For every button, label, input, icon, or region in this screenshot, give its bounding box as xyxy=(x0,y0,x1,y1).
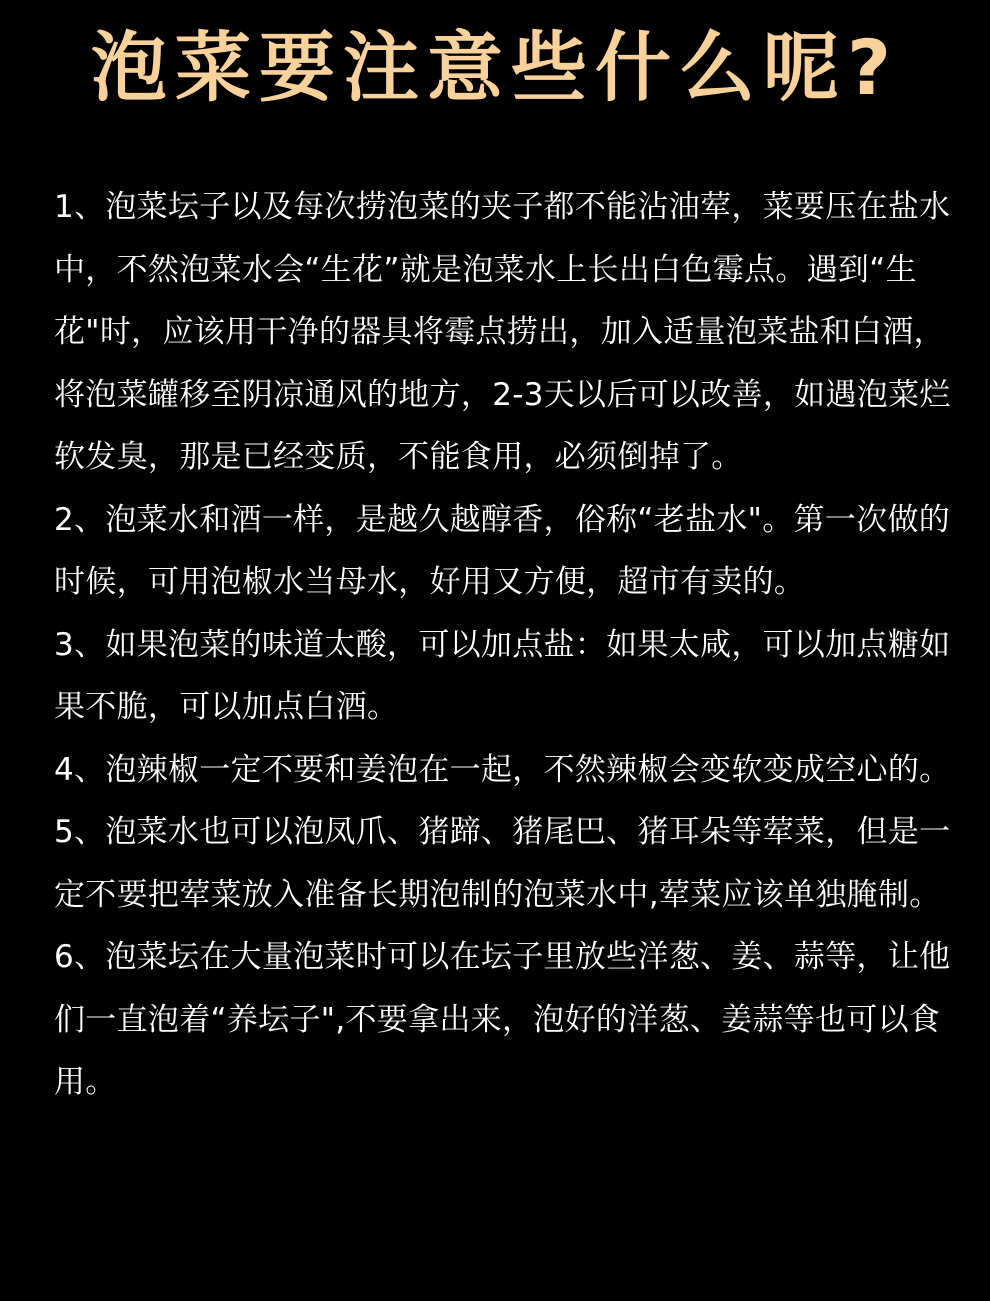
tips-list xyxy=(54,176,952,1114)
page-title: 泡菜要注意些什么呢? xyxy=(90,23,900,112)
tip-paragraph-4: 4、泡辣椒一定不要和姜泡在一起，不然辣椒会变软变成空心的。 xyxy=(54,751,951,788)
tip-paragraph-5: 5、泡菜水也可以泡凤爪、猪蹄、猪尾巴、猪耳朵等荤菜，但是一定不要把荤菜放入准备长期泡制的泡菜水中,荤菜应该单独腌制。 xyxy=(54,814,951,913)
tip-paragraph-2: 2、泡菜水和酒一样，是越久越醇香，俗称“老盐水"。第一次做的时候，可用泡椒水当母水，好用又方便，超市有卖的。 xyxy=(54,501,951,600)
tip-paragraph-6: 6、泡菜坛在大量泡菜时可以在坛子里放些洋葱、姜、蒜等，让他们一直泡着“养坛子",不要拿出来，泡好的洋葱、姜蒜等也可以食用。 xyxy=(54,939,951,1100)
tip-paragraph-1: 1、泡菜坛子以及每次捞泡菜的夹子都不能沾油荤，菜要压在盐水中，不然泡菜水会“生花”就是泡菜水上长出白色霉点。遇到“生花"时，应该用干净的器具将霉点捞出，加入适量泡菜盐和白酒，将泡菜罐移至阴凉通风的地方，2-3天以后可以改善，如遇泡菜烂软发臭，那是已经变质，不能食用，必须倒掉了。 xyxy=(54,189,951,475)
tip-paragraph-3: 3、如果泡菜的味道太酸，可以加点盐：如果太咸，可以加点糖如果不脆，可以加点白酒。 xyxy=(54,626,951,725)
